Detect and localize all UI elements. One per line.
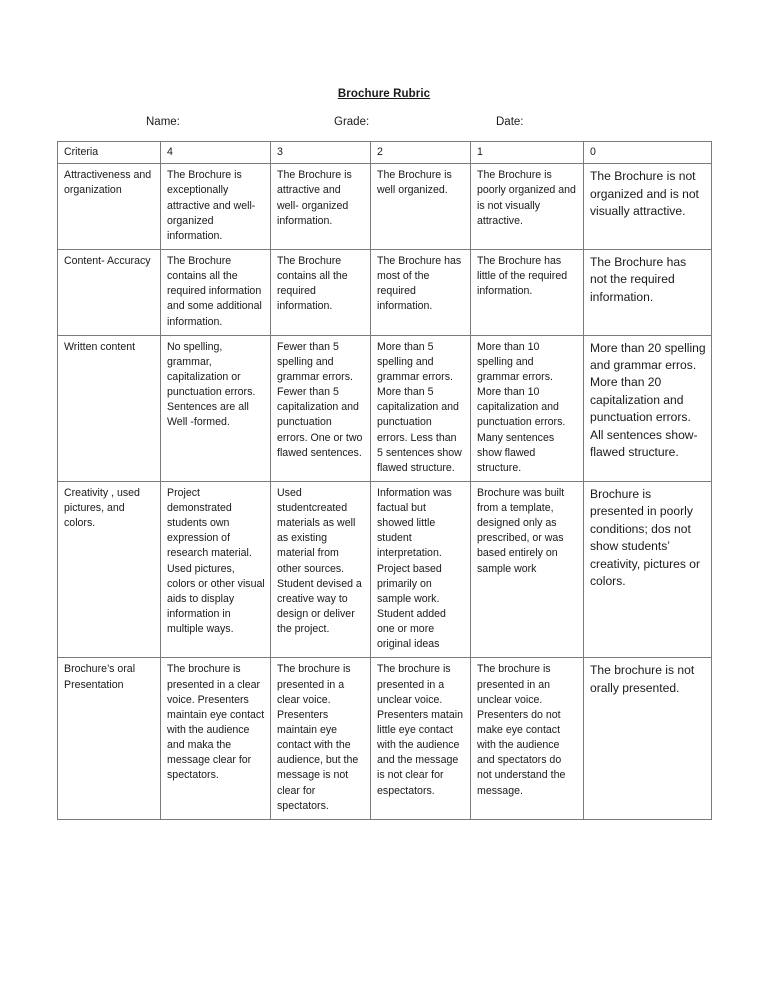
table-row: [58, 249, 712, 335]
column-header: 4: [161, 142, 271, 164]
rubric-cell: The brochure is presented in a clear voice. Presenters maintain eye contact with the audience, but the message is not clear for spectators.: [271, 658, 371, 819]
grade-label: Grade:: [334, 116, 370, 128]
table-row: [58, 481, 712, 658]
page-title: Brochure Rubric: [337, 88, 431, 100]
rubric-cell: The Brochure is well organized.: [371, 164, 471, 250]
column-header: 1: [471, 142, 584, 164]
table-header-row: [58, 142, 712, 164]
rubric-cell: Used studentcreated materials as well as existing material from other sources. Student devised a creative way to design or deliver the project.: [271, 481, 371, 658]
table-row: [58, 164, 712, 250]
rubric-cell: More than 5 spelling and grammar errors. More than 5 capitalization and punctuation errors. Less than 5 sentences show flawed structure.: [371, 335, 471, 481]
rubric-cell: The Brochure has not the required information.: [584, 249, 712, 335]
rubric-cell: More than 20 spelling and grammar erros. More than 20 capitalization and punctuation errors. All sentences show-flawed structure.: [584, 335, 712, 481]
rubric-cell: Brochure was built from a template, designed only as prescribed, or was based entirely on sample work: [471, 481, 584, 658]
rubric-cell: Project demonstrated students own expression of research material. Used pictures, colors or other visual aids to display information in multiple ways.: [161, 481, 271, 658]
criteria-cell: Brochure’s oral Presentation: [58, 658, 161, 819]
column-header: 0: [584, 142, 712, 164]
rubric-cell: Brochure is presented in poorly conditions; dos not show students’ creativity, pictures or colors.: [584, 481, 712, 658]
rubric-cell: The Brochure contains all the required information.: [271, 249, 371, 335]
criteria-cell: Written content: [58, 335, 161, 481]
rubric-cell: The Brochure contains all the required information and some additional information.: [161, 249, 271, 335]
date-label: Date:: [496, 116, 524, 128]
rubric-cell: Information was factual but showed little student interpretation. Project based primarily on sample work. Student added one or more original ideas: [371, 481, 471, 658]
rubric-cell: The brochure is presented in a clear voice. Presenters maintain eye contact with the audience and maka the message clear for spectators.: [161, 658, 271, 819]
rubric-cell: The brochure is not orally presented.: [584, 658, 712, 819]
rubric-cell: The Brochure is exceptionally attractive and well-organized information.: [161, 164, 271, 250]
rubric-cell: More than 10 spelling and grammar errors. More than 10 capitalization and punctuation errors. Many sentences show flawed structure.: [471, 335, 584, 481]
rubric-cell: Fewer than 5 spelling and grammar errors. Fewer than 5 capitalization and punctuation errors. One or two flawed sentences.: [271, 335, 371, 481]
rubric-cell: The Brochure has most of the required information.: [371, 249, 471, 335]
rubric-cell: The Brochure has little of the required information.: [471, 249, 584, 335]
column-header: Criteria: [58, 142, 161, 164]
criteria-cell: Content- Accuracy: [58, 249, 161, 335]
student-info-row: [56, 116, 716, 132]
column-header: 2: [371, 142, 471, 164]
rubric-cell: The Brochure is not organized and is not visually attractive.: [584, 164, 712, 250]
criteria-cell: Attractiveness and organization: [58, 164, 161, 250]
rubric-cell: The brochure is presented in an unclear voice. Presenters do not make eye contact with the audience and spectators do not understand the message.: [471, 658, 584, 819]
criteria-cell: Creativity , used pictures, and colors.: [58, 481, 161, 658]
rubric-cell: The brochure is presented in a unclear voice. Presenters matain little eye contact with the audience and the message is not clear for espectators.: [371, 658, 471, 819]
rubric-cell: No spelling, grammar, capitalization or punctuation errors. Sentences are all Well -formed.: [161, 335, 271, 481]
rubric-cell: The Brochure is poorly organized and is not visually attractive.: [471, 164, 584, 250]
table-row: [58, 658, 712, 819]
rubric-table: [57, 141, 712, 820]
table-row: [58, 335, 712, 481]
column-header: 3: [271, 142, 371, 164]
rubric-cell: The Brochure is attractive and well- organized information.: [271, 164, 371, 250]
name-label: Name:: [146, 116, 180, 128]
